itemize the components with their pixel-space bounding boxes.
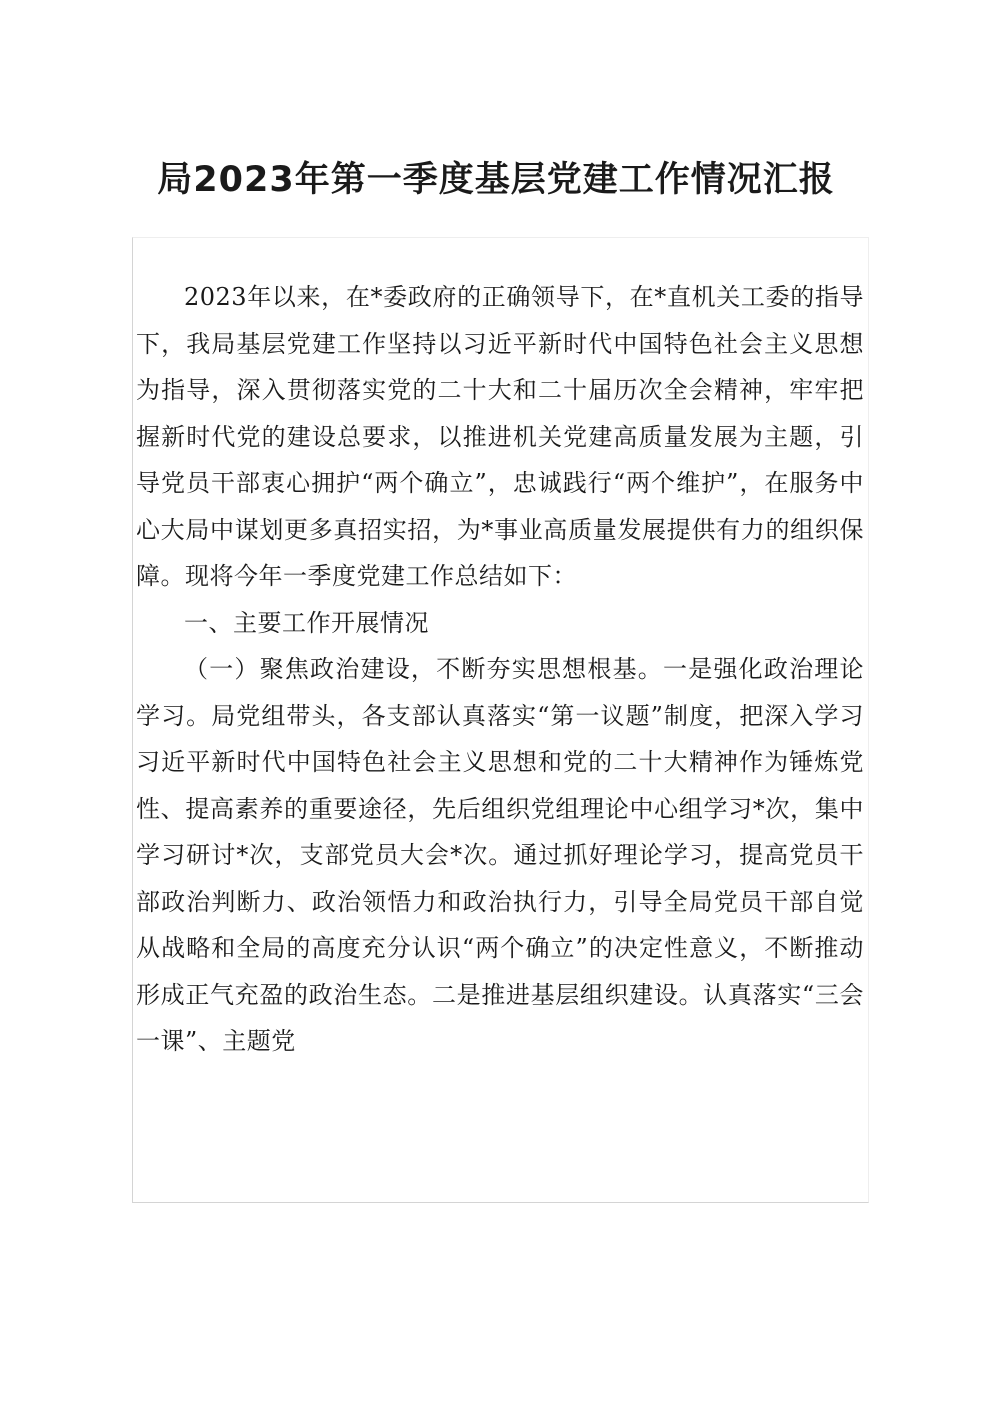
body-paragraph: （一）聚焦政治建设，不断夯实思想根基。一是强化政治理论学习。局党组带头，各支部认真落实“第一议题”制度，把深入学习习近平新时代中国特色社会主义思想和党的二十大精神作为锤炼党性、提高素养的重要途径，先后组织党组理论中心组学习*次，集中学习研讨*次，支部党员大会*次。通过抓好理论学习，提高党员干部政治判断力、政治领悟力和政治执行力，引导全局党员干部自觉从战略和全局的高度充分认识“两个确立”的决定性意义，不断推动形成正气充盈的政治生态。二是推进基层组织建设。认真落实“三会一课”、主题党 — [136, 655, 864, 1055]
intro-paragraph: 2023年以来，在*委政府的正确领导下，在*直机关工委的指导下，我局基层党建工作坚持以习近平新时代中国特色社会主义思想为指导，深入贯彻落实党的二十大和二十届历次全会精神，牢牢把握新时代党的建设总要求，以推进机关党建高质量发展为主题，引导党员干部衷心拥护“两个确立”，忠诚践行“两个维护”，在服务中心大局中谋划更多真招实招，为*事业高质量发展提供有力的组织保障。现将今年一季度党建工作总结如下： — [136, 283, 864, 590]
section-heading: 一、主要工作开展情况 — [184, 608, 429, 637]
page-title: 局2023年第一季度基层党建工作情况汇报 — [157, 160, 835, 200]
document-body — [136, 274, 864, 1065]
